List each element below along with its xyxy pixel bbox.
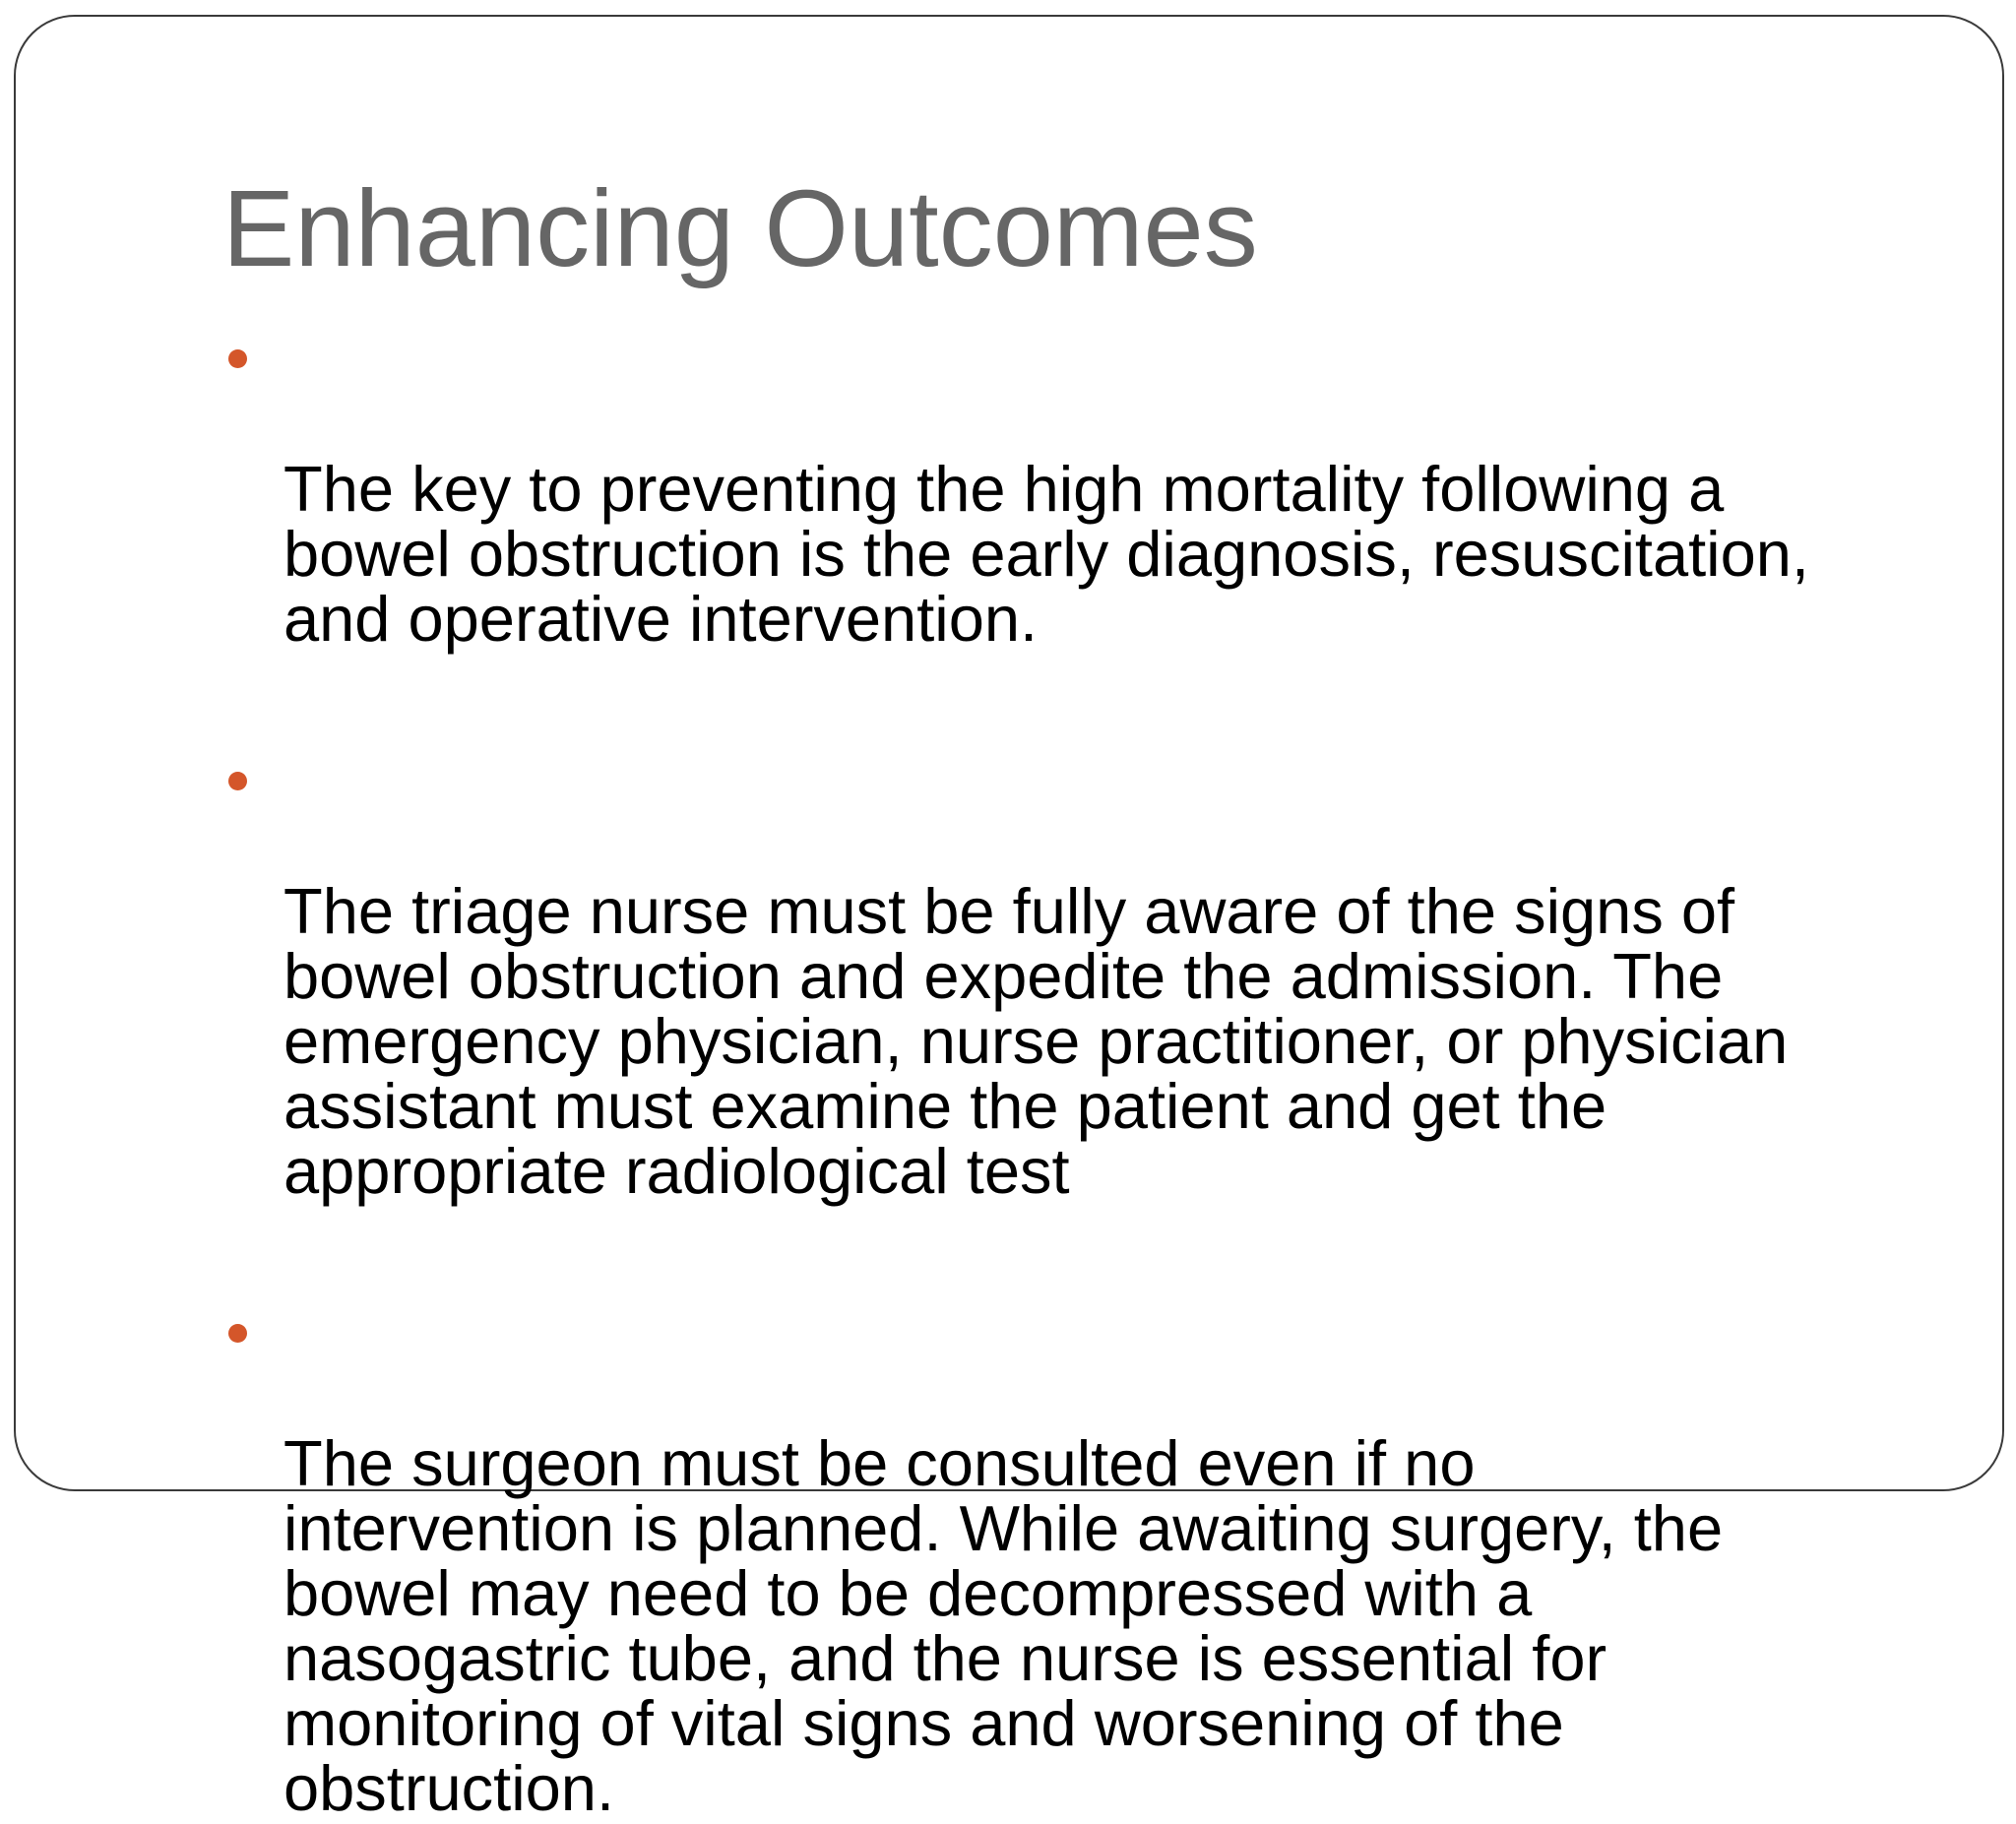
bullet-item: [222, 749, 1916, 1207]
bullet-item: [222, 327, 1916, 655]
bullet-text: The triage nurse must be fully aware of the signs of bowel obstruction and expedite the admission. The emergency physician, nurse practitioner, or physician assistant must examine the patient and get the appropriate radiological test: [284, 875, 1789, 1207]
bullet-text: The key to preventing the high mortality following a bowel obstruction is the early diagnosis, resuscitation, and operative intervention.: [284, 453, 1809, 655]
bullet-dot-icon: [228, 772, 247, 790]
bullet-dot-icon: [228, 349, 247, 368]
bullet-text: The surgeon must be consulted even if no intervention is planned. While awaiting surgery, the bowel may need to be decompressed with a nasogastric tube, and the nurse is essential for monitoring of vital signs and worsening of the obstruction.: [284, 1427, 1724, 1824]
bullet-item: [222, 1301, 1916, 1824]
bullet-list: [222, 327, 1916, 1824]
bullet-dot-icon: [228, 1324, 247, 1343]
slide-title: Enhancing Outcomes: [222, 168, 1258, 289]
